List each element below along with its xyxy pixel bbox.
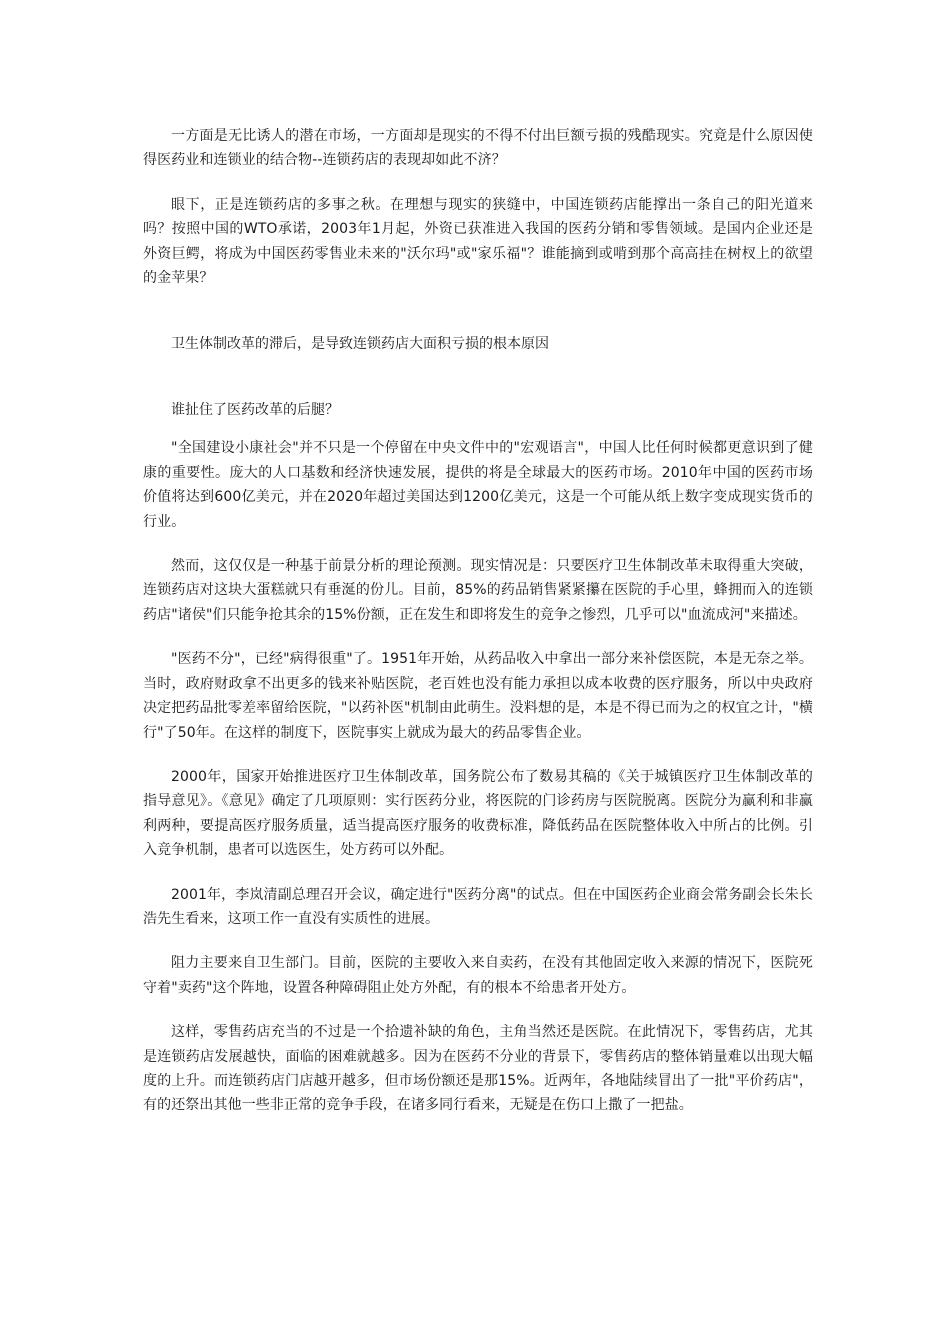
paragraph-body-3: "医药不分"，已经"病得很重"了。1951年开始，从药品收入中拿出一部分来补偿医院，本是无奈之举。当时，政府财政拿不出更多的钱来补贴医院，老百姓也没有能力承担以成本收费的医疗服务，所以中央政府决定把药品批零差率留给医院，"以药补医"机制由此萌生。没料想的是，本是不得已而为之的权宜之计，"横行"了50年。在这样的制度下，医院事实上就成为最大的药品零售企业。 [143,651,813,741]
paragraph-body-5: 2001年，李岚清副总理召开会议，确定进行"医药分离"的试点。但在中国医药企业商会常务副会长朱长浩先生看来，这项工作一直没有实质性的进展。 [143,886,813,927]
paragraph-body-1: "全国建设小康社会"并不只是一个停留在中央文件中的"宏观语言"，中国人比任何时候都更意识到了健康的重要性。庞大的人口基数和经济快速发展，提供的将是全球最大的医药市场。2010年中国的医药市场价值将达到600亿美元，并在2020年超过美国达到1200亿美元，这是一个可能从纸上数字变成现实货币的行业。 [143,440,813,530]
sub-heading: 谁扯住了医药改革的后腿？ [171,402,339,419]
section-heading: 卫生体制改革的滞后，是导致连锁药店大面积亏损的根本原因 [171,336,549,353]
paragraph-body-2: 然而，这仅仅是一种基于前景分析的理论预测。现实情况是：只要医疗卫生体制改革未取得重大突破，连锁药店对这块大蛋糕就只有垂涎的份儿。目前，85%的药品销售紧紧攥在医院的手心里，蜂拥而入的连锁药店"诸侯"们只能争抢其余的15%份额，正在发生和即将发生的竞争之惨烈，几乎可以"血流成河"来描述。 [143,558,813,623]
document-page [143,124,813,1138]
paragraph-body-6: 阻力主要来自卫生部门。目前，医院的主要收入来自卖药，在没有其他固定收入来源的情况下，医院死守着"卖药"这个阵地，设置各种障碍阻止处方外配，有的根本不给患者开处方。 [143,955,813,996]
paragraph-intro-2: 眼下，正是连锁药店的多事之秋。在理想与现实的狭缝中，中国连锁药店能撑出一条自己的阳光道来吗？按照中国的WTO承诺，2003年1月起，外资已获准进入我国的医药分销和零售领域。是国内企业还是外资巨鳄，将成为中国医药零售业未来的"沃尔玛"或"家乐福"？谁能摘到或啃到那个高高挂在树杈上的欲望的金苹果？ [143,196,813,287]
paragraph-intro-1: 一方面是无比诱人的潜在市场，一方面却是现实的不得不付出巨额亏损的残酷现实。究竟是什么原因使得医药业和连锁业的结合物--连锁药店的表现却如此不济？ [143,128,813,169]
paragraph-body-4: 2000年，国家开始推进医疗卫生体制改革，国务院公布了数易其稿的《关于城镇医疗卫生体制改革的指导意见》。《意见》确定了几项原则：实行医药分业，将医院的门诊药房与医院脱离。医院分为赢利和非赢利两种，要提高医疗服务质量，适当提高医疗服务的收费标准，降低药品在医院整体收入中所占的比例。引入竞争机制，患者可以选医生，处方药可以外配。 [143,768,813,859]
paragraph-body-7: 这样，零售药店充当的不过是一个拾遗补缺的角色，主角当然还是医院。在此情况下，零售药店，尤其是连锁药店发展越快，面临的困难就越多。因为在医药不分业的背景下，零售药店的整体销量难以出现大幅度的上升。而连锁药店门店越开越多，但市场份额还是那15%。近两年，各地陆续冒出了一批"平价药店"，有的还祭出其他一些非正常的竞争手段，在诸多同行看来，无疑是在伤口上撒了一把盐。 [143,1024,813,1114]
